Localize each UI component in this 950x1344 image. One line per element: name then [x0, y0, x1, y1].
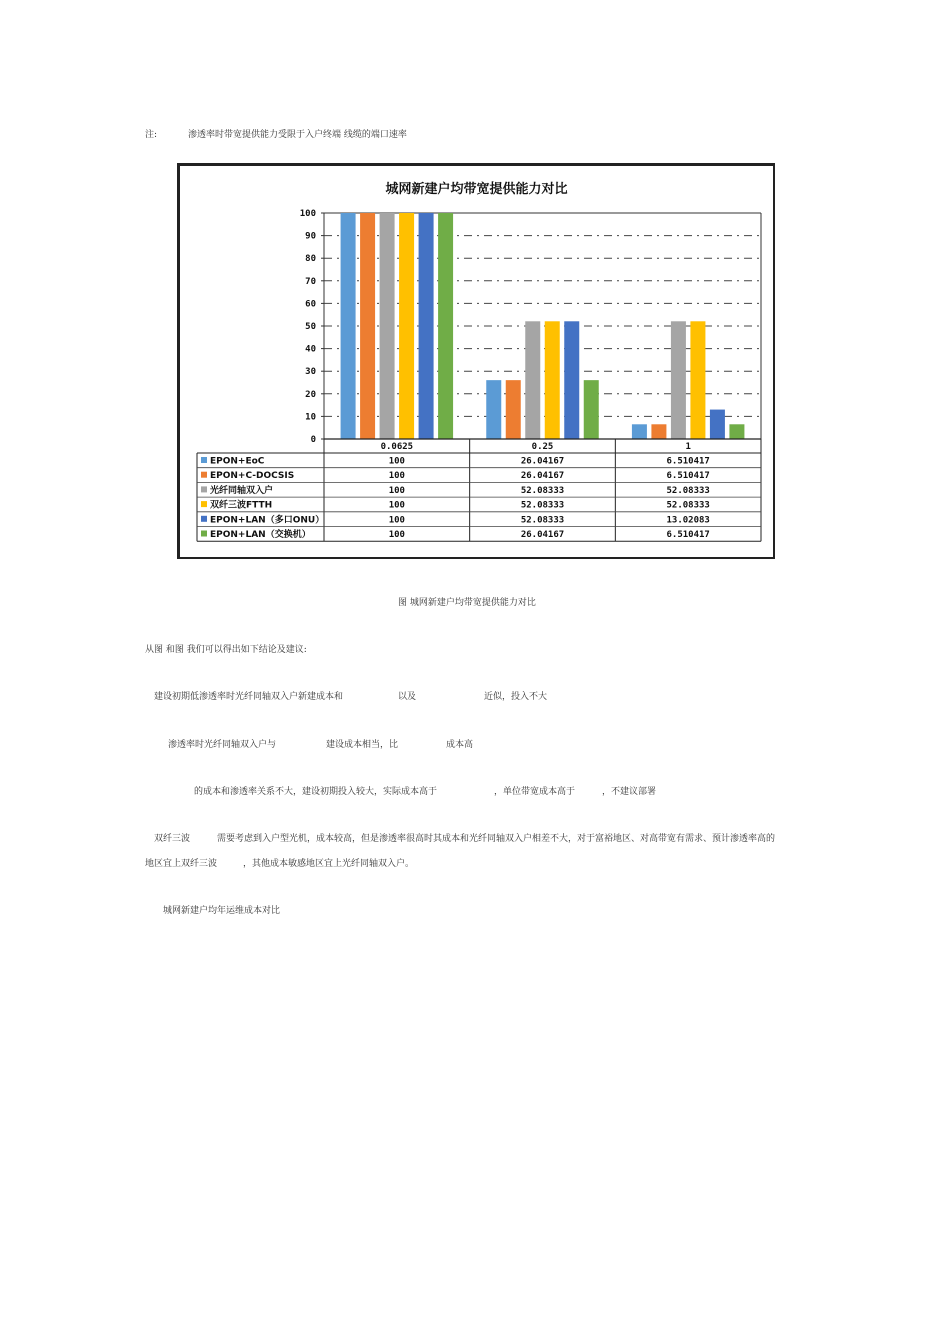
bandwidth-chart: [177, 163, 775, 559]
bar: [438, 213, 453, 439]
paragraph-5-part-b: 需要考虑到入户型光机，成本较高，但是渗透率很高时其成本和光纤同轴双入户相差不大，对于富裕地区、对高带宽有需求、预计渗透率高的: [217, 834, 776, 844]
legend-swatch: [201, 457, 207, 463]
data-label: 26.04167: [520, 471, 565, 482]
data-label: 26.04167: [520, 456, 565, 467]
x-category-label: 1: [685, 442, 691, 452]
data-label: 100: [388, 471, 405, 482]
data-label: 52.08333: [520, 500, 565, 511]
legend-label: EPON+C-DOCSIS: [210, 471, 295, 482]
paragraph-4-part-c: ，不建议部署: [602, 787, 657, 797]
bar: [360, 213, 375, 439]
bar: [632, 424, 647, 439]
y-tick-label: 80: [305, 254, 316, 265]
data-label: 100: [388, 485, 405, 496]
bar: [729, 424, 744, 439]
bar: [341, 213, 356, 439]
bar: [506, 380, 521, 439]
y-tick-label: 20: [305, 389, 316, 400]
y-tick-label: 50: [305, 322, 316, 332]
paragraph-5-part-a: 双纤三波: [154, 834, 191, 844]
chart-svg: [180, 166, 772, 556]
chart-title: 城网新建户均带宽提供能力对比: [385, 182, 568, 197]
paragraph-2-part-a: 建设初期低渗透率时光纤同轴双入户新建成本和: [154, 692, 344, 702]
data-label: 100: [388, 515, 405, 526]
data-label: 6.510417: [666, 530, 710, 540]
y-tick-label: 40: [305, 344, 316, 355]
paragraph-5-part-c: 地区宜上双纤三波: [145, 859, 218, 869]
legend-swatch: [201, 472, 207, 478]
data-label: 100: [388, 456, 405, 467]
data-label: 100: [388, 530, 405, 540]
legend-label: EPON+EoC: [210, 456, 265, 467]
paragraph-2-part-b: 以及: [398, 692, 417, 702]
bar: [690, 321, 705, 439]
y-tick-label: 100: [299, 209, 316, 219]
y-tick-label: 90: [305, 231, 316, 242]
bar: [584, 380, 599, 439]
bar: [399, 213, 414, 439]
paragraph-3-part-a: 渗透率时光纤同轴双入户与: [168, 740, 277, 750]
data-label: 6.510417: [666, 456, 710, 467]
data-label: 13.02083: [666, 515, 710, 526]
bar: [651, 424, 666, 439]
bar: [671, 321, 686, 439]
x-category-label: 0.0625: [380, 442, 414, 452]
legend-label: 光纤同轴双入户: [210, 485, 274, 496]
paragraph-3-part-c: 成本高: [446, 740, 474, 750]
y-tick-label: 10: [305, 412, 316, 423]
figure-caption: 图 城网新建户均带宽提供能力对比: [398, 598, 536, 608]
bar: [564, 321, 579, 439]
y-tick-label: 70: [305, 276, 316, 287]
paragraph-6: 城网新建户均年运维成本对比: [163, 906, 281, 916]
x-category-label: 0.25: [531, 442, 554, 452]
paragraph-2-part-c: 近似，投入不大: [484, 692, 548, 702]
bar: [525, 321, 540, 439]
data-label: 52.08333: [520, 485, 565, 496]
bar: [545, 321, 560, 439]
legend-swatch: [201, 531, 207, 537]
paragraph-1: 从图 和图 我们可以得出如下结论及建议:: [145, 645, 307, 655]
data-label: 26.04167: [520, 530, 565, 540]
y-tick-label: 60: [305, 299, 316, 310]
legend-swatch: [201, 501, 207, 507]
y-tick-label: 0: [310, 435, 316, 445]
legend-label: EPON+LAN（交换机）: [210, 530, 311, 540]
paragraph-4-part-a: 的成本和渗透率关系不大，建设初期投入较大，实际成本高于: [194, 787, 438, 797]
note-label: 注:: [145, 130, 158, 140]
y-tick-label: 30: [305, 367, 316, 378]
legend-swatch: [201, 516, 207, 522]
paragraph-4-part-b: ，单位带宽成本高于: [494, 787, 576, 797]
data-label: 52.08333: [520, 515, 565, 526]
bar: [380, 213, 395, 439]
legend-swatch: [201, 486, 207, 492]
paragraph-3-part-b: 建设成本相当，比: [326, 740, 399, 750]
legend-label: EPON+LAN（多口ONU）: [210, 515, 325, 526]
legend-label: 双纤三波FTTH: [210, 500, 273, 511]
data-label: 52.08333: [666, 485, 710, 496]
paragraph-5-part-d: ，其他成本敏感地区宜上光纤同轴双入户。: [243, 859, 415, 869]
note-text: 渗透率时带宽提供能力受限于入户终端 线缆的端口速率: [188, 130, 407, 140]
data-label: 6.510417: [666, 471, 710, 482]
data-label: 52.08333: [666, 500, 710, 511]
bar: [710, 410, 725, 439]
bar: [419, 213, 434, 439]
bar: [486, 380, 501, 439]
data-label: 100: [388, 500, 405, 511]
